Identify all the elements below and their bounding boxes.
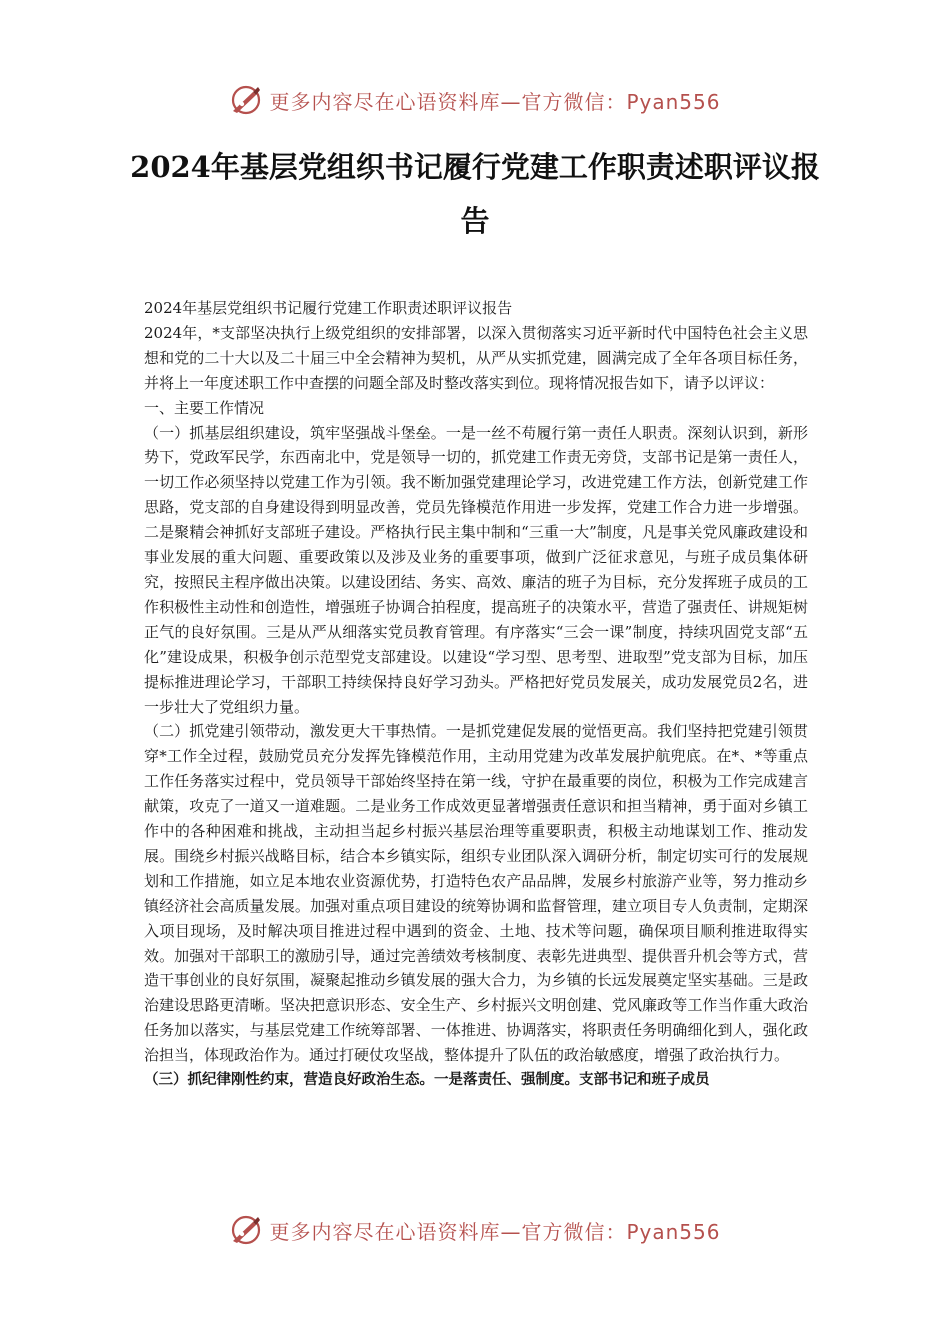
watermark-banner-top — [0, 78, 950, 122]
document-title: 2024年基层党组织书记履行党建工作职责述职评议报告 — [130, 150, 820, 238]
pen-circle-logo-icon — [229, 83, 263, 117]
document-body — [144, 296, 808, 1093]
paragraph-section-2: （二）抓党建引领带动，激发更大干事热情。一是抓党建促发展的觉悟更高。我们坚持把党建引领贯穿*工作全过程，鼓励党员充分发挥先锋模范作用，主动用党建为改革发展护航兜底。在*、*等重点工作任务落实过程中，党员领导干部始终坚持在第一线，守护在最重要的岗位，积极为工作完成建言献策，攻克了一道又一道难题。二是业务工作成效更显著增强责任意识和担当精神，勇于面对乡镇工作中的各种困难和挑战，主动担当起乡村振兴基层治理等重要职责，积极主动地谋划工作、推动发展。围绕乡村振兴战略目标，结合本乡镇实际，组织专业团队深入调研分析，制定切实可行的发展规划和工作措施，如立足本地农业资源优势，打造特色农产品品牌，发展乡村旅游产业等，努力推动乡镇经济社会高质量发展。加强对重点项目建设的统筹协调和监督管理，建立项目专人负责制，定期深入项目现场，及时解决项目推进过程中遇到的资金、土地、技术等问题，确保项目顺利推进取得实效。加强对干部职工的激励引导，通过完善绩效考核制度、表彰先进典型、提供晋升机会等方式，营造干事创业的良好氛围，凝聚起推动乡镇发展的强大合力，为乡镇的长远发展奠定坚实基础。三是政治建设思路更清晰。坚决把意识形态、安全生产、乡村振兴文明创建、党风廉政等工作当作重大政治任务加以落实，与基层党建工作统筹部署、一体推进、协调落实，将职责任务明确细化到人，强化政治担当，体现政治作为。通过打硬仗攻坚战，整体提升了队伍的政治敏感度，增强了政治执行力。 — [144, 722, 808, 1065]
watermark-banner-bottom — [0, 1208, 950, 1252]
intro-paragraph: 2024年，*支部坚决执行上级党组织的安排部署，以深入贯彻落实习近平新时代中国特色社会主义思想和党的二十大以及二十届三中全会精神为契机，从严从实抓党建，圆满完成了全年各项目标任务，并将上一年度述职工作中查摆的问题全部及时整改落实到位。现将情况报告如下，请予以评议： — [144, 323, 808, 392]
subtitle-line: 2024年基层党组织书记履行党建工作职责述职评议报告 — [144, 299, 513, 317]
watermark-text: 更多内容尽在心语资料库—官方微信：Pyan556 — [269, 89, 721, 114]
watermark-text: 更多内容尽在心语资料库—官方微信：Pyan556 — [269, 1219, 721, 1244]
paragraph-section-3: （三）抓纪律刚性约束，营造良好政治生态。一是落责任、强制度。支部书记和班子成员 — [144, 1072, 710, 1089]
pen-circle-logo-icon — [229, 1213, 263, 1247]
paragraph-section-1: （一）抓基层组织建设，筑牢坚强战斗堡垒。一是一丝不苟履行第一责任人职责。深刻认识到，新形势下，党政军民学，东西南北中，党是领导一切的，抓党建工作责无旁贷，支部书记是第一责任人，一切工作必须坚持以党建工作为引领。我不断加强党建理论学习，改进党建工作方法，创新党建工作思路，党支部的自身建设得到明显改善，党员先锋模范作用进一步发挥，党建工作合力进一步增强。二是聚精会神抓好支部班子建设。严格执行民主集中制和“三重一大”制度，凡是事关党风廉政建设和事业发展的重大问题、重要政策以及涉及业务的重要事项，做到广泛征求意见，与班子成员集体研究，按照民主程序做出决策。以建设团结、务实、高效、廉洁的班子为目标，充分发挥班子成员的工作积极性主动性和创造性，增强班子协调合拍程度，提高班子的决策水平，营造了强责任、讲规矩树正气的良好氛围。三是从严从细落实党员教育管理。有序落实“三会一课”制度，持续巩固党支部“五化”建设成果，积极争创示范型党支部建设。以建设“学习型、思考型、进取型”党支部为目标，加压提标推进理论学习，干部职工持续保持良好学习劲头。严格把好党员发展关，成功发展党员2名，进一步壮大了党组织力量。 — [144, 423, 808, 716]
section-heading: 一、主要工作情况 — [144, 398, 265, 417]
